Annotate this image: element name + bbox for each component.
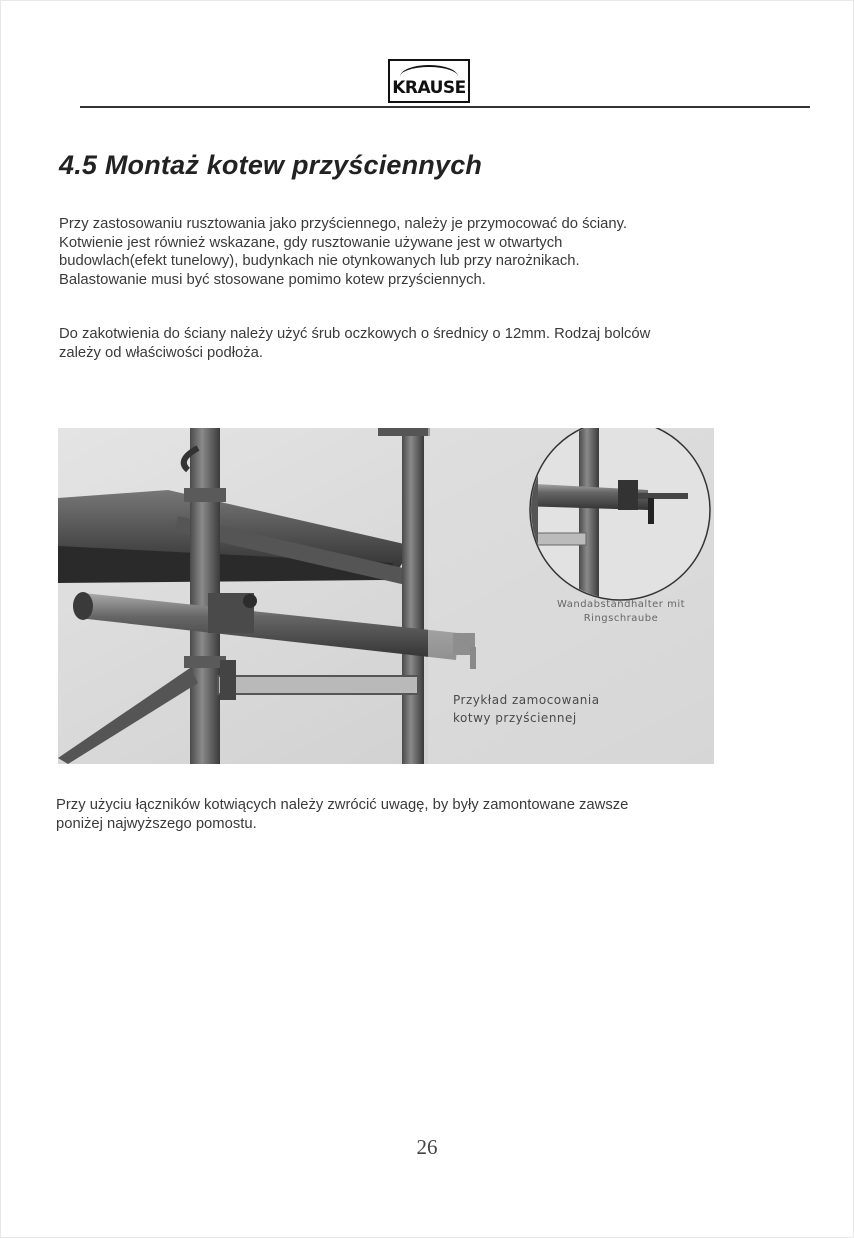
scaffold-anchor-photo — [58, 428, 714, 764]
logo-arc — [400, 65, 458, 79]
header-rule — [80, 106, 810, 108]
caption-line: Przykład zamocowania — [453, 693, 600, 707]
paragraph-line: Do zakotwienia do ściany należy użyć śrub oczkowych o średnicy o 12mm. Rodzaj bolców — [59, 326, 651, 342]
caption-pl — [453, 691, 600, 727]
caption-line: kotwy przyściennej — [453, 711, 577, 725]
krause-logo — [388, 59, 470, 103]
logo-text: KRAUSE — [392, 78, 466, 98]
paragraph-line: Kotwienie jest również wskazane, gdy rusztowanie używane jest w otwartych — [59, 234, 563, 251]
paragraph-mounting-note — [56, 796, 796, 833]
page-number: 26 — [416, 1135, 438, 1159]
paragraph-line: Przy zastosowaniu rusztowania jako przyściennego, należy je przymocować do ściany. — [59, 216, 628, 232]
caption-line: Wandabstandhalter mit — [556, 599, 686, 610]
paragraph-line: zależy od właściwości podłoża. — [59, 344, 263, 361]
paragraph-line: poniżej najwyższego pomostu. — [56, 815, 257, 832]
paragraph-anchoring-intro — [59, 215, 799, 289]
caption-line: Ringschraube — [583, 613, 659, 624]
paragraph-line: Balastowanie musi być stosowane pomimo kotew przyściennych. — [59, 271, 486, 288]
paragraph-line: Przy użyciu łączników kotwiących należy zwrócić uwagę, by były zamontowane zawsze — [56, 797, 629, 813]
caption-de — [541, 598, 701, 626]
section-title: 4.5 Montaż kotew przyściennych — [59, 150, 483, 180]
paragraph-screws — [59, 325, 799, 362]
paragraph-line: budowlach(efekt tunelowy), budynkach nie otynkowanych lub przy narożnikach. — [59, 253, 580, 269]
photo-illustration — [58, 428, 714, 764]
